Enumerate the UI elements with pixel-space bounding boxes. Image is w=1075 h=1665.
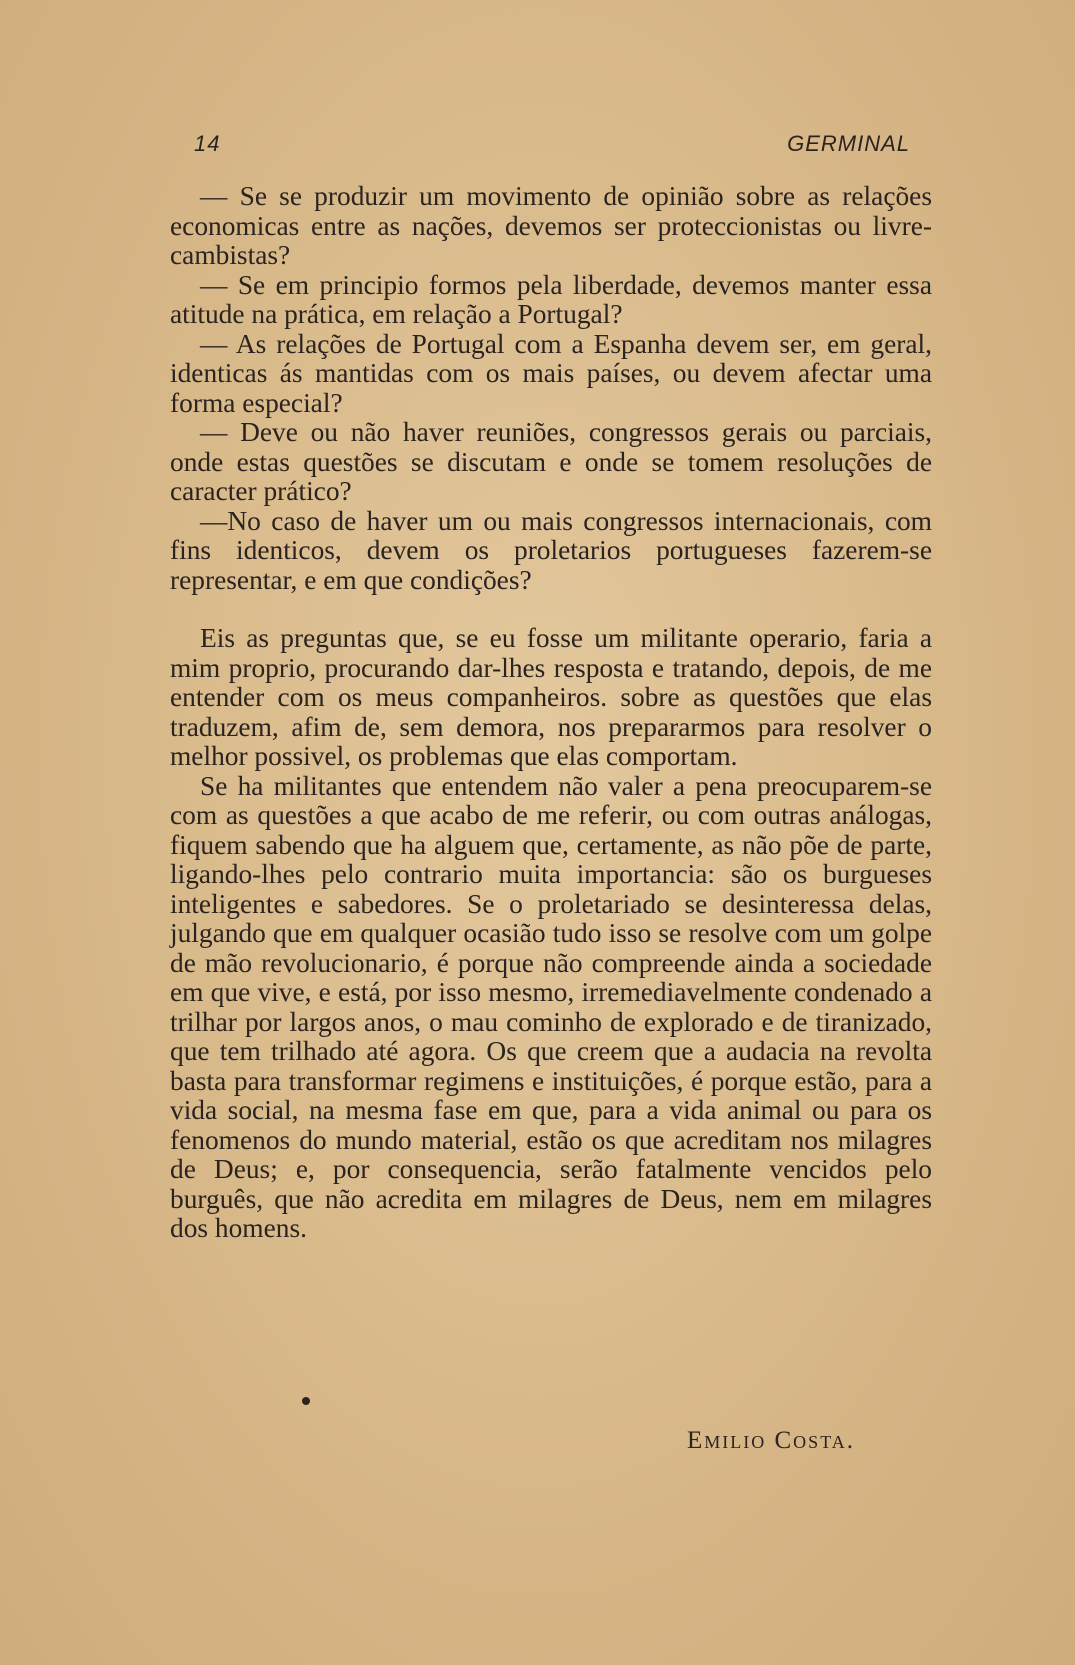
question-paragraph: —No caso de haver um ou mais congressos internacionais, com fins identicos, devem os proletarios portugueses fazerem-se representar, e em que condições? (170, 505, 932, 595)
page-header (194, 131, 910, 165)
question-paragraph: — Se em principio formos pela liberdade, devemos manter essa atitude na prática, em relação a Portugal? (170, 269, 932, 329)
question-paragraph: — Deve ou não haver reuniões, congressos gerais ou parciais, onde estas questões se discutam e onde se tomem resoluções de caracter prático? (170, 417, 932, 506)
author-signature: Emilio Costa. (687, 1427, 855, 1454)
question-paragraph: — As relações de Portugal com a Espanha devem ser, em geral, identicas ás mantidas com os mais países, ou devem afectar uma forma especial? (170, 328, 932, 418)
ink-dot (302, 1397, 310, 1405)
running-title: GERMINAL (787, 131, 910, 156)
body-paragraph: Se ha militantes que entendem não valer a pena preocuparem-se com as questões a que acabo de me referir, ou com outras análogas, fiquem sabendo que ha alguem que, certamente, as não põe de parte, ligando-lhes pelo contrario muita importancia: são os burgueses inteligentes e sabedores. Se o proletariado se desinteressa delas, julgando que em qualquer ocasião tudo isso se resolve com um golpe de mão revolucionario, é porque não compreende ainda a sociedade em que vive, e está, por isso mesmo, irremediavelmente condenado a trilhar por largos anos, o mau cominho de explorado e de tiranizado, que tem trilhado até agora. Os que creem que a audacia na revolta basta para transformar regimens e instituições, é porque estão, para a vida social, na mesma fase em que, para a vida animal ou para os fenomenos do mundo material, estão os que acreditam nos milagres de Deus; e, por consequencia, serão fatalmente vencidos pelo burguês, que não acredita em milagres de Deus, nem em milagres dos homens. (170, 770, 932, 1243)
question-paragraph: — Se se produzir um movimento de opinião sobre as relações economicas entre as nações, devemos ser proteccionistas ou livre-cambistas? (170, 181, 932, 270)
page-number: 14 (194, 131, 221, 156)
body-text (170, 182, 932, 1244)
body-paragraph: Eis as preguntas que, se eu fosse um militante operario, faria a mim proprio, procurando dar-lhes resposta e tratando, depois, de me entender com os meus companheiros. sobre as questões que elas traduzem, afim de, sem demora, nos prepararmos para resolver o melhor possivel, os problemas que elas comportam. (170, 623, 932, 771)
